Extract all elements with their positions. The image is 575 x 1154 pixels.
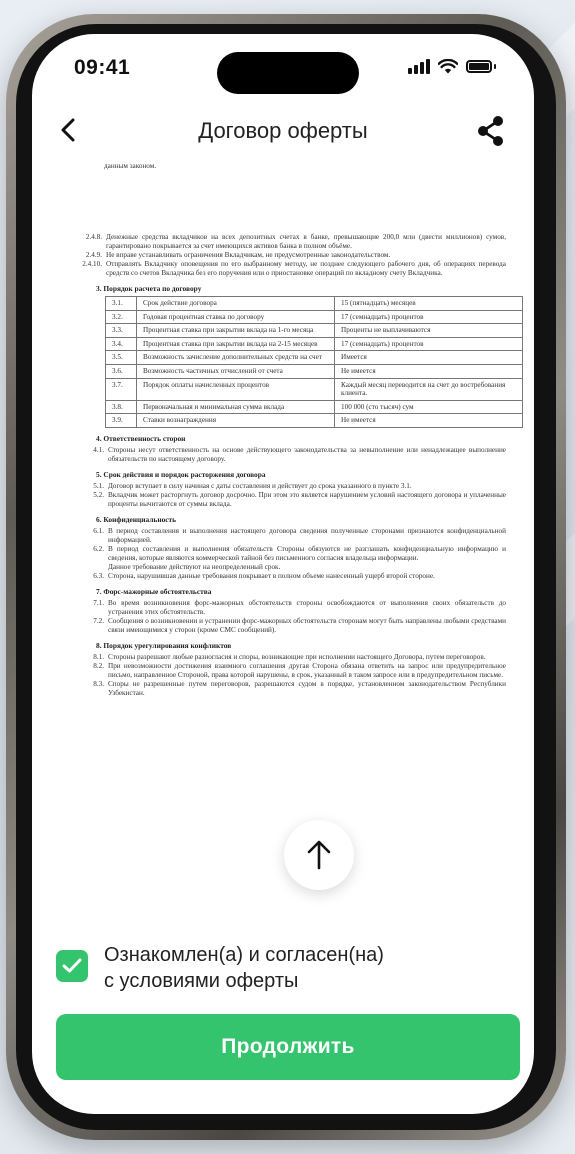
status-bar [32,34,534,114]
section-heading: 5. Срок действия и порядок расторжения договора [96,469,266,479]
table-cell-number: 3.8. [106,400,137,414]
dynamic-island [217,52,359,94]
document-clause [70,662,506,680]
table-cell-term: Процентная ставка при закрытии вклада на 1-го месяца [137,324,335,338]
table-cell-value: Проценты не выплачиваются [335,324,523,338]
terms-table [105,296,523,428]
clause-text: Вкладчик может расторгнуть договор досрочно. При этом это является нарушением условий настоящего договора и уплаченные проценты вычитаются от суммы вклада. [108,490,506,508]
document-clause [70,572,506,581]
clause-text: Данное требование действуют на неопределенный срок. [108,562,281,571]
table-cell-term: Ставки вознаграждения [137,414,335,428]
agreement-label[interactable] [104,942,384,994]
table-cell-value: Каждый месяц переводится на счет до востребования клиента. [335,378,523,400]
document-clause [70,446,506,464]
agreement-label-line2: с условиями оферты [104,970,299,992]
document-clause [70,260,506,278]
table-cell-value: 17 (семнадцать) процентов [335,337,523,351]
table-row [106,414,523,428]
clause-number: 8.2. [93,661,104,670]
document-clause [70,482,506,491]
section-heading: 7. Форс-мажорные обстоятельства [96,586,212,596]
clause-number: 4.1. [93,445,104,454]
clause-number: 2.4.9. [85,251,102,259]
table-cell-term: Годовая процентная ставка по договору [137,310,335,324]
table-cell-term: Порядок оплаты начисленных процентов [137,378,335,400]
table-cell-term: Возможность зачисление дополнительных средств на счет [137,351,335,365]
clause-number [70,563,108,572]
clause-number: 8.1. [93,652,104,661]
table-cell-number: 3.4. [106,337,137,351]
document-clause [70,599,506,617]
clause-number: 6.3. [93,571,104,580]
clause-text: В период составления и выполнения настоящего договора сведения полученные сторонами признаются конфиденциальной информацией. [108,526,506,544]
nav-header [32,112,534,152]
clause-list-2 [70,233,506,278]
cellular-signal-icon [408,58,430,74]
table-cell-number: 3.9. [106,414,137,428]
document-clause [70,563,506,572]
table-row [106,310,523,324]
document-clause [70,233,506,251]
app-screen [32,34,534,1114]
clause-number: 5.1. [93,481,104,490]
wifi-icon [438,59,458,74]
table-cell-term: Первоначальная и минимальная сумма вклада [137,400,335,414]
document-clause [70,545,506,563]
continue-button[interactable]: Продолжить [56,1014,520,1080]
agreement-row [56,942,384,994]
document-clause [70,617,506,635]
clause-text: Отправлять Вкладчику оповещения по его выбранному методу, не позднее следующего рабочего дня, об операциях перевода средств со счетов Вкладчика без его поручения или о приостановке операций по вкладному счету Вкладчика. [106,260,506,277]
clause-number: 6.1. [93,526,104,535]
page-title: Договор оферты [198,118,368,143]
table-cell-number: 3.3. [106,324,137,338]
table-cell-number: 3.7. [106,378,137,400]
clause-text: Во время возникновения форс-мажорных обстоятельств стороны освобождаются от выполнения своих обязательств до устранения этих обстоятельств. [108,598,506,616]
table-cell-number: 3.2. [106,310,137,324]
section-heading: 3. Порядок расчета по договору [96,284,202,293]
document-clause [70,527,506,545]
table-row [106,364,523,378]
status-time: 09:41 [74,56,131,79]
table-cell-number: 3.5. [106,351,137,365]
document-clause [70,653,506,662]
table-cell-term: Процентная ставка при закрытии вклада на 2-15 месяцев [137,337,335,351]
table-row [106,378,523,400]
battery-icon [466,60,492,73]
clause-text: Споры не разрешенные путем переговоров, разрешаются судом в порядке, установленном законодательством Республики Узбекистан. [108,679,506,697]
document-clause [70,680,506,698]
clause-text: Денежные средства вкладчиков на всех депозитных счетах в банке, превышающие 200,0 млн (двести миллионов) сумов, гарантировано покрывается за счет имеющихся активов банка в полном объёме. [106,233,506,250]
clause-text: Сообщения о возникновении и устранении форс-мажорных обстоятельств сторонам могут быть направлены любыми средствами связи имеющимися у сторон (кроме СМС сообщений). [108,616,506,634]
clause-number: 7.1. [93,598,104,607]
table-row [106,400,523,414]
clause-number: 5.2. [93,490,104,499]
table-row [106,324,523,338]
table-cell-term: Возможность частичных отчислений от счета [137,364,335,378]
clause-text: При невозможности достижения взаимного соглашения другая Сторона обязана ответить на запрос или предупредительное письмо, направленное Стороной, права которой нарушены, в срок, указанный в таком запросе или в предупредительном письме. [108,661,506,679]
table-row [106,351,523,365]
document-clause [70,491,506,509]
clause-number: 2.4.8. [85,233,102,241]
table-row [106,337,523,351]
clause-number: 6.2. [93,544,104,553]
clause-text: Не вправе устанавливать ограничения Вкладчикам, не предусмотренные законодательством. [106,251,391,259]
clause-text: Стороны несут ответственность на основе действующего законодательства за невыполнение или ненадлежащее выполнение обязательств по настоящему договору. [108,445,506,463]
clause-number: 8.3. [93,679,104,688]
table-row [106,297,523,311]
table-cell-number: 3.6. [106,364,137,378]
table-cell-value: 17 (семнадцать) процентов [335,310,523,324]
share-button[interactable] [476,114,506,148]
section-heading: 4. Ответственность сторон [96,433,186,443]
document-fragment: данным законом. [104,162,157,170]
checkmark-icon [62,958,82,974]
table-cell-value: Не имеется [335,414,523,428]
scroll-to-top-button[interactable] [284,820,354,890]
table-cell-value: Не имеется [335,364,523,378]
clause-text: Стороны разрешают любые разногласия и споры, возникающие при исполнении настоящего Договора, путем переговоров. [108,652,486,661]
clause-text: Сторона, нарушившая данные требования покрывает в полном объеме нанесенный ущерб второй стороне. [108,571,435,580]
offer-document [70,162,506,698]
clause-text: В период составления и выполнения обязательств Стороны обязуются не разглашать конфиденциальную информацию и сведения, которые являются коммерческой тайной без письменного согласия владельца информации. [108,544,506,562]
table-cell-value: Имеется [335,351,523,365]
document-clause [70,251,506,260]
table-cell-number: 3.1. [106,297,137,311]
clause-text: Договор вступает в силу начиная с даты составления и действует до срока указанного в пункте 3.1. [108,481,412,490]
clause-number: 7.2. [93,616,104,625]
section-heading: 6. Конфиденциальность [96,514,177,524]
table-cell-value: 100 000 (сто тысяч) сум [335,400,523,414]
clause-number: 2.4.10. [82,260,102,268]
table-cell-term: Срок действие договора [137,297,335,311]
agreement-label-line1: Ознакомлен(а) и согласен(на) [104,944,384,966]
battery-cap [494,64,496,69]
arrow-up-icon [306,839,332,871]
table-cell-value: 15 (пятнадцать) месяцев [335,297,523,311]
section-heading: 8. Порядок урегулирования конфликтов [96,640,232,650]
status-icons [408,58,496,74]
agreement-checkbox[interactable] [56,950,88,982]
share-icon [476,114,506,148]
